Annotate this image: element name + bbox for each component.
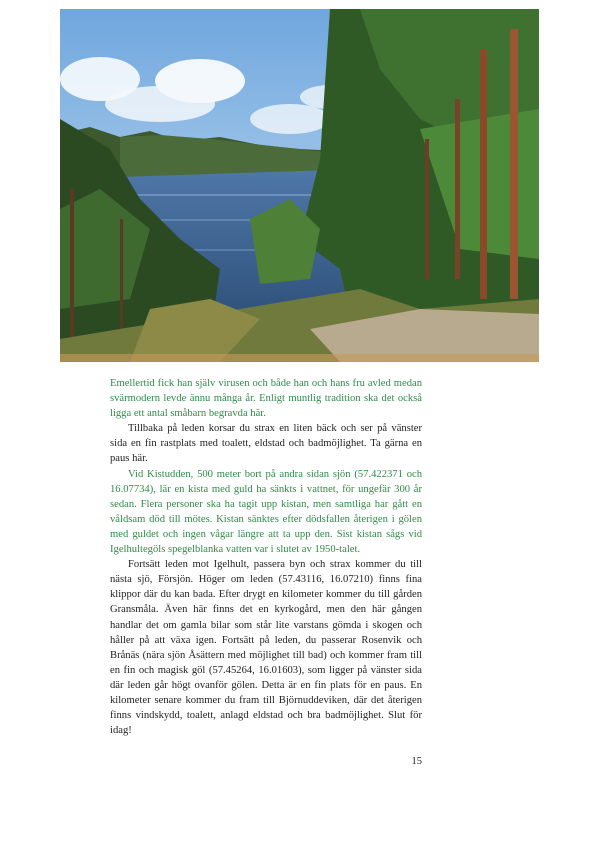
page-number: 15 <box>411 756 422 767</box>
paragraph-1: Emellertid fick han själv virusen och både han och hans fru avled medan svärmodern levde ännu många år. Enligt muntlig tradition ska det också ligga ett antal småbarn begravda här. <box>110 378 422 420</box>
body-text <box>110 376 422 738</box>
paragraph-2: Tillbaka på leden korsar du strax en liten bäck och ser på vänster sida en fin rastplats med toalett, eldstad och badmöjlighet. Ta gärna en paus här. <box>110 423 422 465</box>
lake-landscape-photo <box>60 9 539 362</box>
paragraph-3: Vid Kistudden, 500 meter bort på andra sidan sjön (57.422371 och 16.07734), lär en kista med guld ha sänkts i vattnet, för ungefär 300 år sedan. Flera personer ska ha tagit upp kistan, men samtliga har gått en våldsam död till mötes. Kistan sänktes efter dödsfallen återigen i gölen med guldet och ingen vågar längre att ta upp den. Sist kistan sågs vid Igelhultegöls spegelblanka vatten var i slutet av 1950-talet. <box>110 468 422 556</box>
lake-forest-image <box>60 9 539 362</box>
paragraph-4: Fortsätt leden mot Igelhult, passera byn och strax kommer du till nästa sjö, Försjön. Höger om leden (57.43116, 16.07210) finns fina klippor där du kan bada. Efter drygt en kilometer kommer du till gården Gransmåla. Även här finns det en kyrkogård, men den här gången handlar det om gamla bilar som står lite varstans gömda i skogen och håller på att växa igen. Fortsätt på leden, du passerar Rosenvik och Brånäs (nära sjön Åsättern med möjlighet till bad) och kommer fram till en fin och magisk göl (57.45264, 16.01603), som ligger på vänster sida där leden går högt ovanför gölen. Detta är en fin plats för en paus. En kilometer senare kommer du fram till Björnuddeviken, där det återigen finns vindskydd, toalett, anlagd eldstad och bra badmöjlighet. Slut för idag! <box>110 559 422 737</box>
